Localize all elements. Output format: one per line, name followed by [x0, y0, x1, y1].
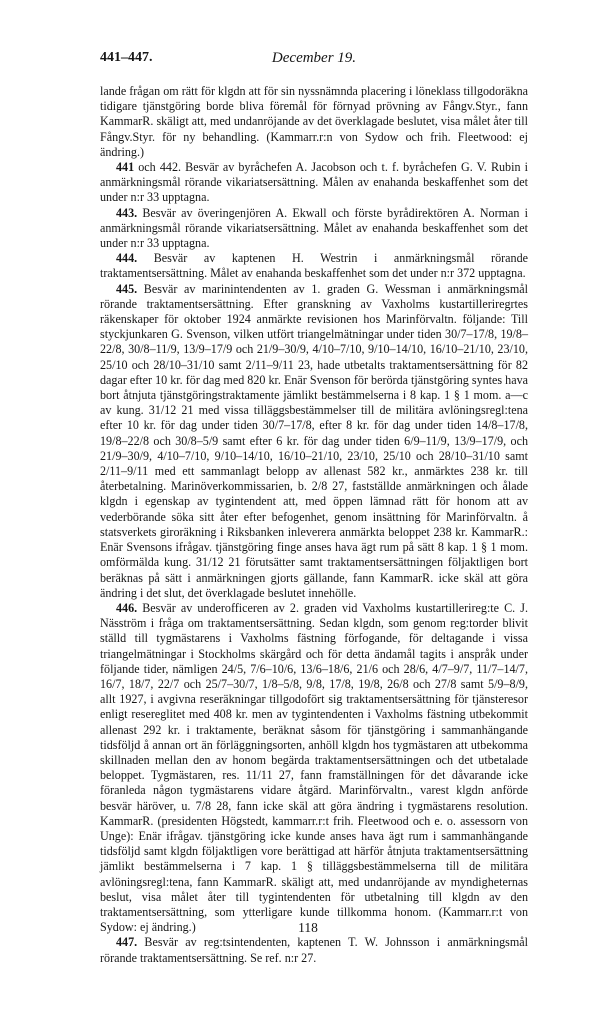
paragraph-text: lande frågan om rätt för klgdn att för sin nyssnämnda placering i löneklass tillgodoräkna tidigare tjänstgöring borde bliva föremål för förnyad prövning av Fångv.Styr., fann KammarR. skäligt att, med undanröjande av det överklagade beslutet, visa målet åter till Fångv.Styr. för ny behandling. (Kammarr.r:n von Sydow och frih. Fleetwood: ej ändring.): [100, 84, 528, 159]
paragraph: [100, 282, 528, 601]
paragraph: [100, 206, 528, 252]
paragraph: [100, 601, 528, 935]
paragraph-text: Besvär av reg:tsintendenten, kaptenen T. W. Johnsson i anmärkningsmål rörande traktamentsersättning. Se ref. n:r 27.: [100, 935, 528, 965]
case-number: 441: [116, 160, 135, 175]
case-number-range: 441–447.: [100, 50, 153, 65]
paragraph: [100, 84, 528, 160]
paragraph-text: och 442. Besvär av byråchefen A. Jacobson och t. f. byråchefen G. V. Rubin i anmärkningsmål rörande vikariatsersättning. Målen av enahanda beskaffenhet som det under n:r 33 upptagna.: [100, 160, 528, 205]
paragraph-text: Besvär av underofficeren av 2. graden vid Vaxholms kustartillerireg:te C. J. Näsström i fråga om traktamentsersättning. Sedan klgdn, som genom reg:torder blivit ställd till tygmästarens i Vaxholms fästning förfogande, för deltagande i vissa triangelmätningar i Stockholms skärgård och för detta ändamål tagits i anspråk under följande tider, nämligen 24/5, 7/6–10/6, 13/6–18/6, 21/6 och 28/6, 4/7–9/7, 11/7–14/7, 16/7, 18/7, 22/7 och 25/7–30/7, 1/8–5/8, 9/8, 17/8, 19/8, 26/8 och 27/8 samt 5/9–8/9, allt 1927, i avgivna reseräkningar tillgodofört sig traktamentsersättning för tjänsteresor enligt resereglitet med 408 kr. men av tygintendenten i Vaxholms fästning utbekommit allenast 292 kr. i traktamente, beräknat såsom för tjänstgöring i sammanhängande tidsföljd å annan ort än förläggningsorten, anhöll klgdn hos tygmästaren att utbekomma skillnaden mellan den av honom begärda traktamentsersättningen och det utbetalade beloppet. Tygmästaren, res. 11/11 27, fann framställningen för det dåvarande icke föranleda någon tygmästarens vidare åtgärd. Marinförvaltn., varest klgdn anförde besvär häröver, u. 7/8 28, fann icke skäl att göra ändring i tygmästarens resolution. KammarR. (presidenten Högstedt, kammarr.r:t frih. Fleetwood och e. o. assessorn von Unge): Enär ifrågav. tjänstgöring icke kunde anses hava ägt rum i sammanhängande tidsföljd samt klgdn följaktligen vore berättigad att härför åtnjuta traktamentsersättning jämlikt bestämmelserna i 7 kap. 1 § tilläggsbestämmelserna till de militära avlöningsregl:tena, fann KammarR. skäligt att, med undanröjande av myndigheternas beslut, visa målet åter till tygintendenten för utbetalning till klgdn av den traktamentsersättning, som ytterligare kunde tillkomma honom. (Kammarr.r:t von Sydow: ej ändring.): [100, 600, 528, 935]
case-number: 447.: [116, 935, 138, 950]
paragraph: [100, 160, 528, 206]
case-number: 445.: [116, 281, 138, 296]
paragraph-text: Besvär av överingenjören A. Ekwall och förste byrådirektören A. Norman i anmärkningsmål rörande vikariatsersättning. Målet av enahanda beskaffenhet som det under n:r 33 upptagna.: [100, 205, 528, 251]
paragraph: [100, 935, 528, 965]
case-number: 443.: [116, 205, 138, 220]
paragraph: [100, 251, 528, 281]
paragraph-text: Besvär av kaptenen H. Westrin i anmärkningsmål rörande traktamentsersättning. Målet av enahanda beskaffenhet som det under n:r 372 upptagna.: [100, 251, 528, 281]
header-date: December 19.: [271, 50, 357, 66]
page-header: [100, 50, 528, 70]
case-number: 446.: [116, 600, 138, 615]
document-body: [100, 84, 528, 966]
page-number: 118: [298, 920, 318, 935]
case-number: 444.: [116, 251, 138, 266]
paragraph-text: Besvär av marinintendenten av 1. graden G. Wessman i anmärkningsmål rörande traktamentsersättning. Efter granskning av Vaxholms kustartilleriregrtes räkenskaper för oktober 1924 anmärkte revisionen hos Marinförvaltn. följande: Till styckjunkaren G. Svenson, vilken utfört triangelmätningar under tiden 30/7–17/8, 19/8–22/8, 30/8–11/9, 13/9–17/9 och 21/9–30/9, 4/10–7/10, 9/10–14/10, 16/10–21/10, 23/10, 25/10 och 28/10–31/10 samt 2/11–9/11 23, hade utbetalts traktamentsersättning för 82 dagar efter 10 kr. för dag med 820 kr. Enär Svenson för berörda tjänstgöring syntes hava bort åtnjuta tjänstgöringstraktamente jämlikt bestämmelserna i 8 kap. 1 § 1 mom. a—c av kung. 31/12 21 med vissa tilläggsbestämmelser till de militära avlöningsregl:tena efter 10 kr. för dag under tiden 30/7–17/8, efter 8 kr. för dag under tiden 14/8–17/8, 19/8–22/8 och 30/8–5/9 samt efter 6 kr. för dag under tiden 6/9–11/9, 13/9–17/9, och 21/9–30/9, 4/10–7/10, 9/10–14/10, 16/10–21/10, 23/10, 25/10 och 28/10–31/10 samt 2/11–9/11 med ett sammanlagt belopp av allenast 582 kr., anmärktes 238 kr. till återbetalning. Marinöverkommissarien, b. 2/8 27, fastställde anmärkningen och ålade klgdn i egenskap av tygintendent att, med öppen lämnad rätt för honom att av vederbörande söka sitt åter efter befogenhet, genom insättning för Marinförvaltn. å statsverkets giroräkning i Riksbanken inleverera anmärkta beloppet 238 kr. KammarR.: Enär Svensons ifrågav. tjänstgöring finge anses hava ägt rum på sätt 8 kap. 1 § 1 mom. omförmälda kung. 31/12 21 förutsätter samt traktamentsersättningen följaktligen bort beräknas på sätt i anmärkningen gjorts gällande, fann KammarR. icke skäl att göra ändring i det slut, det överklagade beslutet innehölle.: [100, 281, 528, 600]
